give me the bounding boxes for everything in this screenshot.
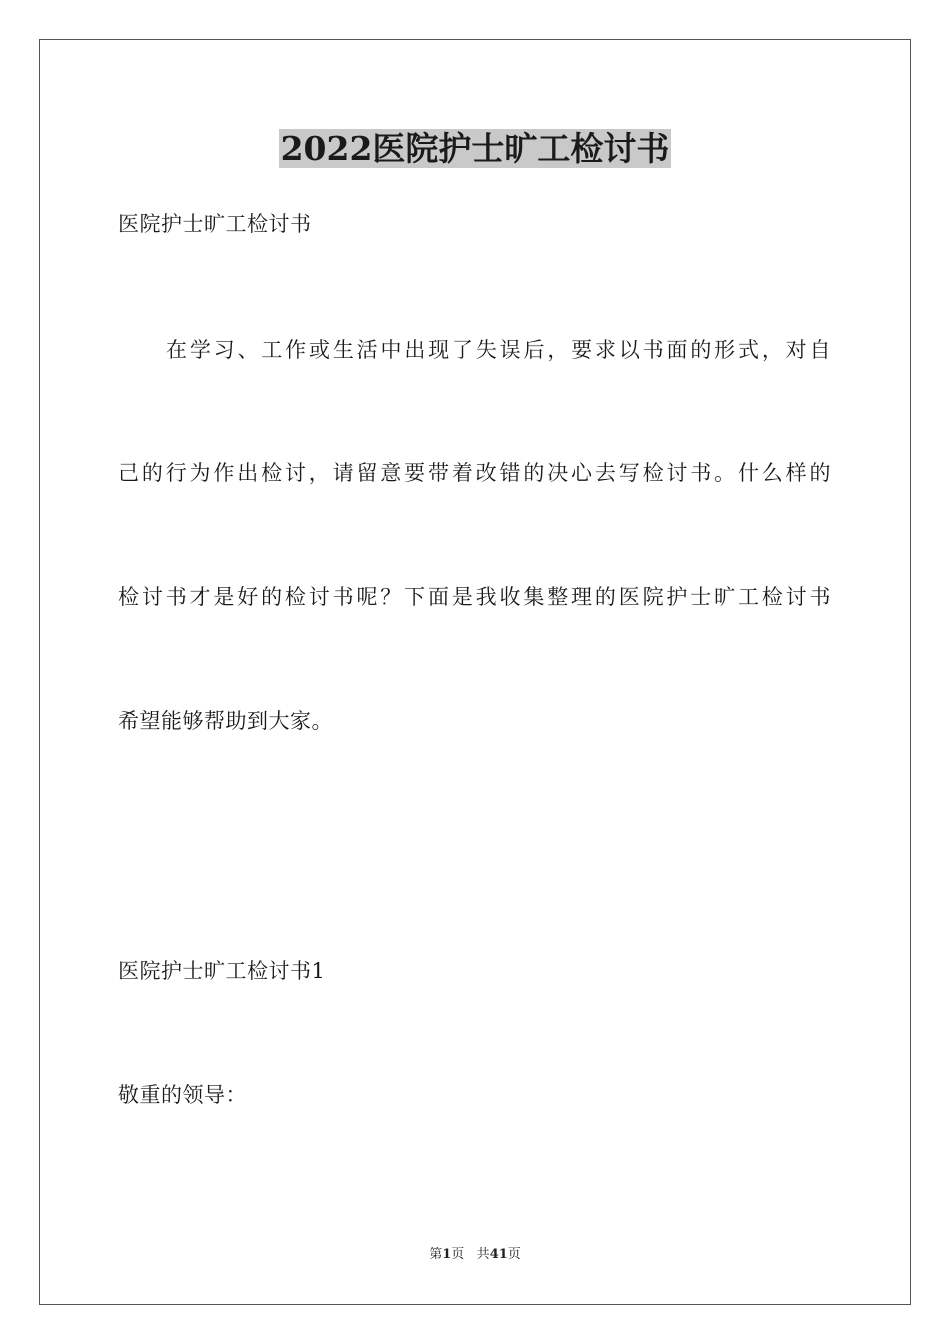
footer-total-suffix: 页: [507, 1247, 521, 1262]
subtitle-line: 医院护士旷工检讨书: [118, 212, 312, 236]
footer-page-prefix: 第: [429, 1247, 443, 1262]
footer-page-number: 1: [442, 1247, 452, 1262]
document-title: [0, 126, 950, 172]
footer-total-pages: 41: [489, 1247, 508, 1262]
paragraph-line: 己的行为作出检讨，请留意要带着改错的决心去写检讨书。什么样的: [118, 461, 831, 485]
section-heading: 医院护士旷工检讨书1: [118, 959, 326, 983]
paragraph-line: 希望能够帮助到大家。: [118, 709, 333, 733]
footer-page-suffix: 页: [451, 1247, 465, 1262]
footer-total-prefix: 共: [476, 1247, 490, 1262]
salutation-line: 敬重的领导：: [118, 1083, 247, 1107]
paragraph-line: 在学习、工作或生活中出现了失误后，要求以书面的形式，对自: [166, 338, 831, 362]
page-footer: [0, 1245, 950, 1265]
document-title-text: 2022医院护士旷工检讨书: [280, 129, 670, 168]
paragraph-line: 检讨书才是好的检讨书呢？下面是我收集整理的医院护士旷工检讨书: [118, 585, 831, 609]
